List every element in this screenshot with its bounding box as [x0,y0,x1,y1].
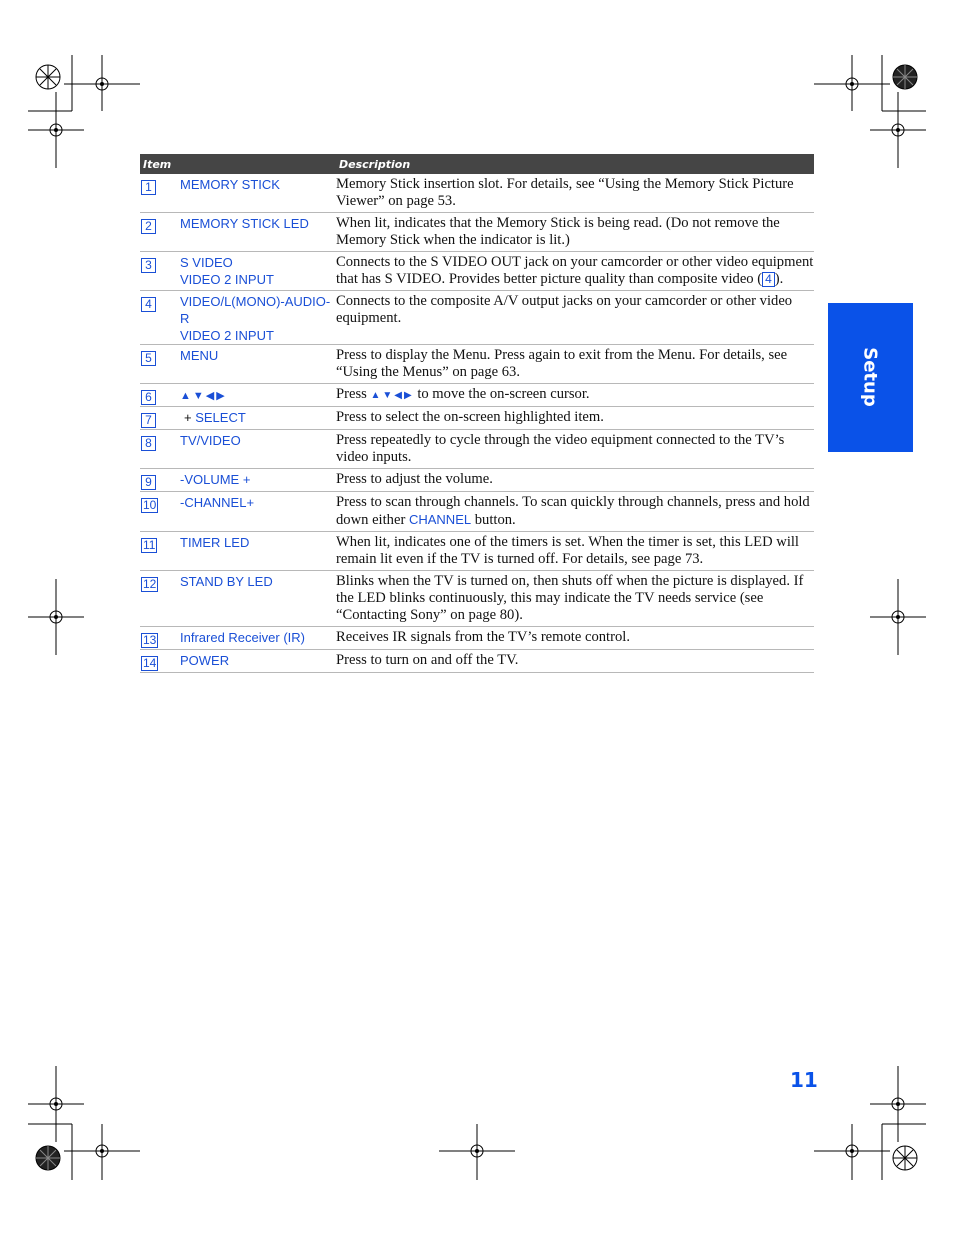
item-number: 3 [141,258,156,273]
item-description: Blinks when the TV is turned on, then shuts off when the picture is displayed. If the LED blinks continuously, this may indicate the TV needs service (see “Contacting Sony” on page 80). [336,573,804,623]
item-label: TIMER LED [180,535,250,550]
item-description: Press to select the on-screen highlighted item. [336,409,604,425]
item-label: MEMORY STICK LED [180,216,309,231]
item-label: VIDEO/L(MONO)-AUDIO-R [180,294,331,326]
page-number: 11 [790,1068,818,1092]
item-description: Press to turn on and off the TV. [336,652,519,668]
channel-label: CHANNEL [408,512,472,527]
item-number: 10 [143,498,157,512]
arrow-keys-icon: ▲▼◀▶ [370,390,414,401]
item-description: Press to adjust the volume. [336,471,493,487]
item-number: 14 [143,656,157,670]
item-number: 12 [143,577,157,591]
item-reference: 4 [762,272,775,287]
item-number: 9 [141,475,156,490]
item-number: 2 [141,219,156,234]
table-row [140,174,814,213]
header-item: Item [143,157,172,171]
table-row [140,213,814,252]
item-description: Press ▲▼◀▶ to move the on-screen cursor. [336,386,590,402]
arrow-keys-icon: ▲▼◀▶ [180,390,227,402]
section-tab-label: Setup [859,347,881,407]
table-row [140,407,814,430]
table-row [140,532,814,571]
item-label: Infrared Receiver (IR) [180,630,305,645]
item-number: 5 [141,351,156,366]
item-number: 8 [141,436,156,451]
item-number: 13 [143,633,157,647]
item-label: -CHANNEL+ [180,495,255,510]
table-row [140,345,814,384]
table-row [140,252,814,291]
table-row [140,291,814,345]
table-row [140,650,814,673]
plus-icon: + [184,410,192,425]
item-description: Receives IR signals from the TV’s remote control. [336,629,630,645]
table-row [140,469,814,492]
item-number: 11 [143,538,156,552]
controls-table [140,154,814,673]
item-description: Press repeatedly to cycle through the video equipment connected to the TV’s video inputs. [336,432,785,465]
item-description: When lit, indicates one of the timers is set. When the timer is set, this LED will remain lit even if the TV is turned off. For details, see page 73. [336,534,799,567]
item-label: POWER [180,653,230,668]
table-header [140,154,814,174]
table-row [140,492,814,532]
item-number: 4 [141,297,156,312]
item-description: Connects to the composite A/V output jacks on your camcorder or other video equipment. [336,293,793,326]
item-label: VIDEO 2 INPUT [180,328,274,343]
table-row [140,627,814,650]
table-row [140,430,814,469]
item-number: 6 [141,390,156,405]
item-label: MENU [180,348,219,363]
item-label: -VOLUME + [180,472,251,487]
item-label: TV/VIDEO [180,433,241,448]
item-label: S VIDEO [180,255,233,270]
table-row [140,384,814,407]
item-description: Connects to the S VIDEO OUT jack on your camcorder or other video equipment that has S VIDEO. Provides better picture quality than composite video ( 4 ). [336,254,814,287]
item-label: STAND BY LED [180,574,273,589]
table-row [140,571,814,627]
item-number: 7 [141,413,156,428]
section-tab-setup [828,303,913,452]
item-description: Memory Stick insertion slot. For details, see “Using the Memory Stick Picture Viewer” on page 53. [336,176,794,209]
item-label: VIDEO 2 INPUT [180,272,274,287]
item-description: Press to display the Menu. Press again to exit from the Menu. For details, see “Using the Menus” on page 63. [336,347,788,380]
item-number: 1 [141,180,156,195]
item-description: When lit, indicates that the Memory Stick is being read. (Do not remove the Memory Stick when the indicator is lit.) [336,215,780,248]
header-description: Description [339,157,411,171]
item-label: MEMORY STICK [180,177,280,192]
item-description: Press to scan through channels. To scan quickly through channels, press and hold down either CHANNEL button. [336,494,810,528]
item-label: SELECT [195,410,246,425]
